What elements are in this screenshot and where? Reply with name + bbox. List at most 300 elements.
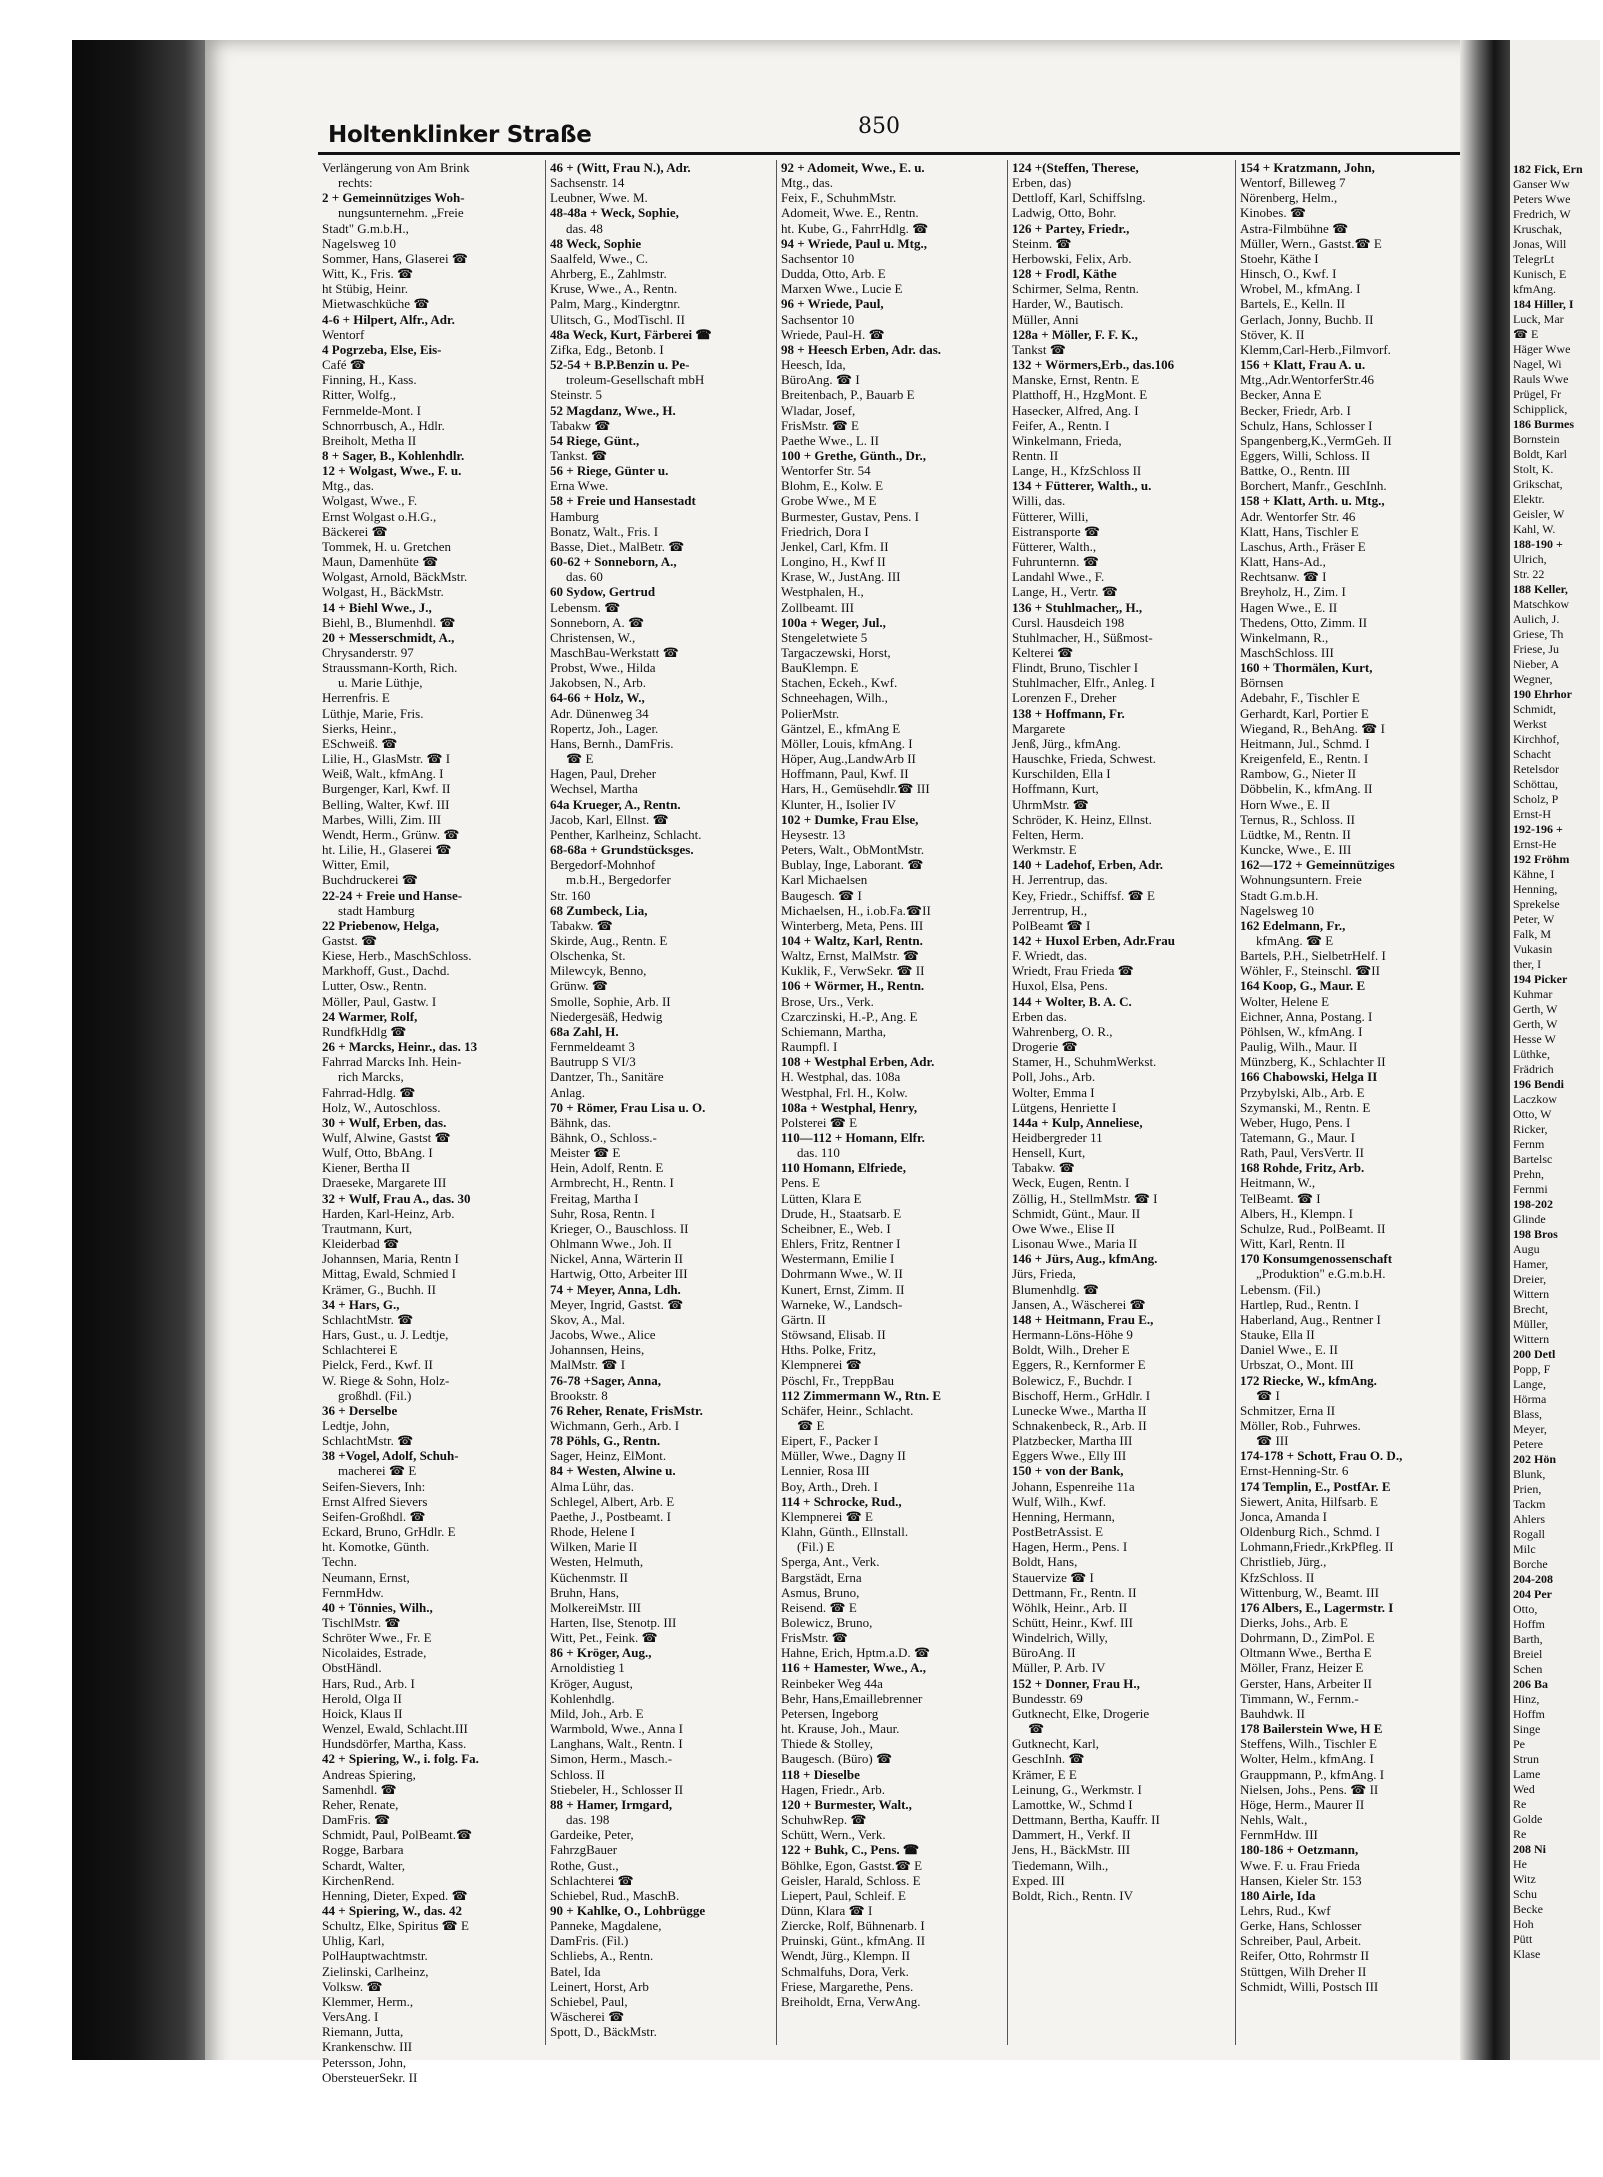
directory-entry: Bublay, Inge, Laborant. ☎: [781, 857, 924, 873]
directory-entry: 48a Weck, Kurt, Färberei ☎: [550, 326, 712, 342]
adjacent-page-entry: Scholz, P: [1513, 792, 1559, 806]
directory-entry: (Fil.) E: [797, 1539, 835, 1555]
adjacent-page-entry: Lange,: [1513, 1377, 1546, 1391]
directory-entry: ☎ I: [1256, 1387, 1280, 1403]
directory-entry: Sachsentor 10: [781, 311, 855, 327]
directory-entry: Mietwaschküche ☎: [322, 296, 430, 312]
directory-entry: Jürs, Frieda,: [1012, 1266, 1076, 1282]
directory-entry: Jonca, Amanda I: [1240, 1508, 1328, 1524]
directory-entry: Sachsentor 10: [781, 250, 855, 266]
directory-entry: Schmitzer, Erna II: [1240, 1402, 1336, 1418]
directory-entry: Mittag, Ewald, Schmied I: [322, 1266, 456, 1282]
directory-entry: Meister ☎ E: [550, 1145, 621, 1161]
directory-entry: 40 + Tönnies, Wilh.,: [322, 1599, 433, 1615]
adjacent-page-entry: ☎ E: [1513, 327, 1539, 341]
directory-entry: Eckard, Bruno, GrHdlr. E: [322, 1524, 456, 1540]
directory-entry: Basse, Diet., MalBetr. ☎: [550, 538, 685, 554]
directory-entry: 102 + Dumke, Frau Else,: [781, 811, 919, 827]
directory-entry: Schulz, Hans, Schlosser I: [1240, 417, 1373, 433]
directory-entry: Bischoff, Herm., GrHdlr. I: [1012, 1387, 1151, 1403]
directory-entry: Gardeike, Peter,: [550, 1827, 634, 1843]
adjacent-page-entry: Wed: [1513, 1782, 1535, 1796]
directory-entry: Gastst. ☎: [322, 932, 378, 948]
directory-entry: Paulig, Wilh., Maur. II: [1240, 1039, 1358, 1055]
directory-entry: ht. Komotke, Günth.: [322, 1539, 430, 1555]
directory-entry: 94 + Wriede, Paul u. Mtg.,: [781, 235, 927, 251]
adjacent-page-entry: Pe: [1513, 1737, 1525, 1751]
directory-entry: Nörenberg, Helm.,: [1240, 190, 1338, 206]
adjacent-page-entry: 196 Bendi: [1513, 1077, 1565, 1091]
directory-entry: Niedergesäß, Hedwig: [550, 1008, 663, 1024]
directory-entry: 106 + Wörmer, H., Rentn.: [781, 978, 925, 994]
directory-entry: Liepert, Paul, Schleif. E: [781, 1887, 906, 1903]
directory-entry: 92 + Adomeit, Wwe., E. u.: [781, 160, 925, 175]
directory-entry: Stachen, Eckeh., Kwf.: [781, 675, 898, 691]
directory-entry: Lebensm. ☎: [550, 599, 621, 615]
directory-entry: 160 + Thormälen, Kurt,: [1240, 660, 1373, 676]
adjacent-page-entry: Str. 22: [1513, 567, 1545, 581]
directory-entry: Wittenburg, W., Beamt. III: [1240, 1584, 1379, 1600]
adjacent-page-entry: Barth,: [1513, 1632, 1543, 1646]
directory-entry: Wendt, Herm., Grünw. ☎: [322, 826, 460, 842]
directory-entry: SchuhwRep. ☎: [781, 1812, 867, 1828]
directory-entry: Raumpfl. I: [781, 1039, 838, 1055]
directory-entry: Batel, Ida: [550, 1963, 601, 1979]
directory-entry: Erben, das): [1012, 175, 1072, 191]
directory-entry: Adr. Dünenweg 34: [550, 705, 649, 721]
directory-entry: Müller, Anni: [1012, 311, 1079, 327]
adjacent-page-entry: 182 Fick, Ern: [1513, 162, 1583, 176]
directory-entry: Krämer, E E: [1012, 1766, 1077, 1782]
directory-entry: Bähnk, das.: [550, 1114, 612, 1130]
directory-entry: Szymanski, M., Rentn. E: [1240, 1099, 1371, 1115]
directory-entry: Rhode, Helene I: [550, 1524, 635, 1540]
adjacent-page-entry: 192-196 +: [1513, 822, 1563, 836]
adjacent-page-entry: Blass,: [1513, 1407, 1543, 1421]
directory-entry: Eichner, Anna, Postang. I: [1240, 1008, 1373, 1024]
adjacent-page-entry: Stolt, K.: [1513, 462, 1554, 476]
directory-entry: RundfkHdlg ☎: [322, 1023, 407, 1039]
directory-entry: Stüttgen, Wilh Dreher II: [1240, 1963, 1367, 1979]
adjacent-page-entry: Prügel, Fr: [1513, 387, 1561, 401]
directory-entry: 178 Bailerstein Wwe, H E: [1240, 1721, 1383, 1737]
adjacent-page-entry: Tackm: [1513, 1497, 1546, 1511]
directory-entry: Reisend. ☎ E: [781, 1599, 857, 1615]
directory-entry: Kiese, Herb., MaschSchloss.: [322, 948, 472, 964]
adjacent-page-entry: Gerth, W: [1513, 1002, 1558, 1016]
directory-entry: 48 Weck, Sophie: [550, 235, 642, 251]
directory-entry: FrisMstr. ☎ E: [781, 417, 859, 433]
directory-entry: 154 + Kratzmann, John,: [1240, 160, 1375, 175]
directory-entry: 56 + Riege, Günter u.: [550, 463, 669, 479]
directory-entry: Palm, Marg., Kindergtnr.: [550, 296, 681, 312]
adjacent-page-entry: Prehn,: [1513, 1167, 1544, 1181]
directory-entry: Chrysanderstr. 97: [322, 645, 414, 660]
directory-entry: 108a + Westphal, Henry,: [781, 1099, 918, 1115]
directory-entry: 54 Riege, Günt.,: [550, 432, 640, 448]
directory-entry: nungsunternehm. „Freie: [338, 205, 464, 221]
directory-entry: Bergedorf-Mohnhof: [550, 857, 656, 873]
directory-entry: Eggers, Willi, Schloss. II: [1240, 447, 1370, 463]
directory-entry: Schmalfuhs, Dora, Verk.: [781, 1963, 909, 1979]
directory-entry: Wulf, Otto, BbAng. I: [322, 1145, 433, 1161]
directory-entry: H. Westphal, das. 108a: [781, 1069, 901, 1085]
directory-entry: Klahn, Günth., Ellnstall.: [781, 1524, 909, 1540]
directory-entry: Brose, Urs., Verk.: [781, 993, 874, 1009]
directory-entry: Lorenzen F., Dreher: [1012, 690, 1117, 706]
adjacent-page-entry: Fernmi: [1513, 1182, 1548, 1196]
directory-entry: Schnakenbeck, R., Arb. II: [1012, 1417, 1147, 1433]
directory-entry: Witter, Emil,: [322, 857, 390, 873]
directory-entry: Winkelmann, R.,: [1240, 629, 1329, 645]
directory-entry: 60-62 + Sonneborn, A.,: [550, 554, 677, 570]
directory-entry: Grünw. ☎: [550, 978, 608, 994]
directory-entry: Lunecke Wwe., Martha II: [1012, 1402, 1147, 1418]
directory-entry: Brookstr. 8: [550, 1387, 608, 1403]
directory-entry: Tabakw ☎: [550, 417, 611, 433]
directory-entry: Marxen Wwe., Lucie E: [781, 281, 903, 297]
directory-entry: 98 + Heesch Erben, Adr. das.: [781, 341, 942, 357]
adjacent-page-entry: Kruschak,: [1513, 222, 1562, 236]
directory-entry: Eggers Wwe., Elly III: [1012, 1448, 1127, 1464]
directory-entry: FahrzgBauer: [550, 1842, 618, 1858]
directory-entry: Olschenka, St.: [550, 948, 626, 964]
directory-entry: Boy, Arth., Dreh. I: [781, 1478, 879, 1494]
directory-entry: Fernmeldeamt 3: [550, 1039, 635, 1055]
directory-entry: Wechsel, Martha: [550, 781, 638, 797]
directory-entry: Wladar, Josef,: [781, 402, 856, 418]
directory-entry: Hermann-Löns-Höhe 9: [1012, 1327, 1133, 1343]
directory-entry: Hagen, Friedr., Arb.: [781, 1781, 885, 1797]
directory-entry: Geisler, Harald, Schloss. E: [781, 1872, 921, 1888]
directory-entry: Münzberg, K., Schlachter II: [1240, 1054, 1386, 1070]
directory-entry: Rath, Paul, VersVertr. II: [1240, 1145, 1364, 1161]
directory-entry: 140 + Ladehof, Erben, Adr.: [1012, 857, 1164, 873]
directory-entry: Ernst Wolgast o.H.G.,: [322, 508, 437, 524]
directory-entry: Kuncke, Wwe., E. III: [1240, 842, 1352, 858]
directory-entry: F. Wriedt, das.: [1012, 948, 1088, 964]
directory-entry: Fütterer, Willi,: [1012, 508, 1089, 524]
directory-entry: Wiegand, R., BehAng. ☎ I: [1240, 720, 1385, 736]
header-rule: [318, 152, 1460, 155]
directory-entry: 162 Edelmann, Fr.,: [1240, 917, 1346, 933]
directory-entry: ☎ E: [797, 1417, 825, 1433]
directory-entry: Herrenfris. E: [322, 690, 390, 706]
adjacent-page-entry: Wittern: [1513, 1287, 1550, 1301]
directory-entry: Saalfeld, Wwe., C.: [550, 250, 648, 266]
directory-entry: 180-186 + Oetzmann,: [1240, 1842, 1359, 1858]
directory-entry: Fahrrad Marcks Inh. Hein-: [322, 1054, 462, 1070]
directory-entry: Arnoldistieg 1: [550, 1660, 625, 1676]
adjacent-page-entry: Becke: [1513, 1902, 1543, 1916]
directory-entry: Pöhlsen, W., kfmAng. I: [1240, 1023, 1363, 1039]
directory-entry: Bargstädt, Erna: [781, 1569, 862, 1585]
directory-entry: Wentorfer Str. 54: [781, 463, 871, 479]
directory-entry: Müller, Wern., Gastst.☎ E: [1240, 235, 1382, 251]
directory-entry: Pöschl, Fr., TreppBau: [781, 1372, 895, 1388]
adjacent-page-entry: Fredrich, W: [1513, 207, 1571, 221]
directory-entry: Lilie, H., GlasMstr. ☎ I: [322, 751, 451, 767]
directory-entry: Jerrentrup, H.,: [1012, 902, 1088, 918]
directory-entry: 76 Reher, Renate, FrisMstr.: [550, 1402, 703, 1418]
directory-entry: Hars, H., Gemüsehdlr.☎ III: [781, 781, 930, 797]
adjacent-page-entry: Fernm: [1513, 1137, 1545, 1151]
directory-entry: TischlMstr. ☎: [322, 1615, 401, 1630]
directory-entry: Lange, H., Vertr. ☎: [1012, 584, 1118, 600]
directory-entry: Lebensm. (Fil.): [1240, 1281, 1321, 1297]
directory-entry: Volksw. ☎: [322, 1978, 383, 1994]
directory-entry: FrisMstr. ☎: [781, 1630, 848, 1646]
directory-entry: Riemann, Jutta,: [322, 2024, 404, 2040]
directory-entry: Bundesstr. 69: [1012, 1690, 1083, 1706]
directory-entry: Lüdtke, M., Rentn. II: [1240, 826, 1351, 842]
adjacent-page-entry: Hoffm: [1513, 1617, 1545, 1631]
directory-entry: 14 + Biehl Wwe., J.,: [322, 599, 432, 615]
directory-entry: Henning, Dieter, Exped. ☎: [322, 1887, 468, 1903]
directory-entry: Blohm, E., Kolw. E: [781, 478, 884, 494]
directory-entry: Tankst ☎: [1012, 341, 1066, 357]
directory-entry: Hundsdörfer, Martha, Kass.: [322, 1736, 467, 1752]
directory-entry: Wriedt, Frau Frieda ☎: [1012, 963, 1134, 979]
directory-entry: Probst, Wwe., Hilda: [550, 660, 656, 676]
directory-entry: Friese, Margarethe, Pens.: [781, 1978, 914, 1994]
adjacent-page-entry: Friese, Ju: [1513, 642, 1559, 656]
directory-entry: 100 + Grethe, Günth., Dr.,: [781, 447, 926, 463]
directory-entry: Mtg., das.: [322, 478, 374, 494]
directory-entry: Spott, D., BäckMstr.: [550, 2024, 657, 2040]
directory-entry: Rothe, Gust.,: [550, 1857, 619, 1873]
directory-entry: Harder, W., Bautisch.: [1012, 296, 1124, 312]
directory-entry: ObstHändl.: [322, 1660, 382, 1676]
directory-entry: Schnorrbusch, A., Hdlr.: [322, 417, 445, 433]
directory-entry: Boldt, Wilh., Dreher E: [1012, 1342, 1130, 1358]
directory-entry: Rambow, G., Nieter II: [1240, 766, 1357, 782]
directory-entry: Stiebeler, H., Schlosser II: [550, 1781, 684, 1797]
directory-entry: Sonneborn, A. ☎: [550, 614, 645, 630]
directory-entry: Reher, Renate,: [322, 1796, 399, 1812]
directory-entry: Skirde, Aug., Rentn. E: [550, 932, 668, 948]
directory-entry: Nickel, Anna, Wärterin II: [550, 1251, 683, 1267]
directory-entry: Stoehr, Käthe I: [1240, 250, 1319, 266]
directory-entry: Gäntzel, E., kfmAng E: [781, 720, 901, 736]
adjacent-page-entry: Brecht,: [1513, 1302, 1548, 1316]
adjacent-page-entry: Retelsdor: [1513, 762, 1559, 776]
adjacent-page-entry: Kähne, I: [1513, 867, 1555, 881]
directory-entry: Samenhdl. ☎: [322, 1781, 397, 1797]
directory-entry: Weber, Hugo, Pens. I: [1240, 1114, 1351, 1130]
directory-entry: H. Jerrentrup, das.: [1012, 872, 1108, 888]
directory-entry: 88 + Hamer, Irmgard,: [550, 1796, 673, 1812]
directory-entry: Wolter, Emma I: [1012, 1084, 1095, 1100]
directory-entry: 42 + Spiering, W., i. folg. Fa.: [322, 1751, 479, 1767]
directory-entry: Nielsen, Johs., Pens. ☎ II: [1240, 1781, 1379, 1797]
directory-entry: Oltmann Wwe., Bertha E: [1240, 1645, 1372, 1661]
adjacent-page-entry: Lüthke,: [1513, 1047, 1550, 1061]
adjacent-page-entry: Hoffm: [1513, 1707, 1545, 1721]
directory-entry: Schardt, Walter,: [322, 1857, 406, 1873]
directory-entry: Wäscherei ☎: [550, 2009, 625, 2025]
adjacent-page-entry: Boldt, Karl: [1513, 447, 1567, 461]
directory-entry: Heidbergreder 11: [1012, 1130, 1103, 1145]
directory-entry: Breitenbach, P., Bauarb E: [781, 387, 915, 403]
directory-entry: 116 + Hamester, Wwe., A.,: [781, 1660, 926, 1676]
adjacent-page-entry: Schipplick,: [1513, 402, 1568, 416]
adjacent-page-entry: Singe: [1513, 1722, 1541, 1736]
directory-entry: 20 + Messerschmidt, A.,: [322, 629, 455, 645]
directory-entry: Weiß, Walt., kfmAng. I: [322, 766, 444, 782]
directory-entry: Müller, Wwe., Dagny II: [781, 1448, 906, 1464]
adjacent-page-entry: Klase: [1513, 1947, 1541, 1961]
directory-entry: 104 + Waltz, Karl, Rentn.: [781, 932, 923, 948]
directory-entry: Dünn, Klara ☎ I: [781, 1902, 873, 1918]
adjacent-page-entry: 202 Hön: [1513, 1452, 1557, 1466]
directory-entry: Kunert, Ernst, Zimm. II: [781, 1281, 905, 1297]
directory-entry: Nagelsweg 10: [1240, 902, 1315, 918]
directory-entry: Witt, Pet., Feink. ☎: [550, 1630, 658, 1646]
directory-entry: Stadt G.m.b.H.: [1240, 887, 1319, 903]
directory-entry: Stöver, K. II: [1240, 326, 1305, 342]
adjacent-page-entry: Kirchhof,: [1513, 732, 1560, 746]
directory-entry: das. 60: [566, 569, 603, 585]
directory-entry: Paethe, J., Postbeamt. I: [550, 1508, 671, 1524]
directory-entry: SchlachtMstr. ☎: [322, 1311, 414, 1327]
directory-entry: 122 + Buhk, C., Pens. ☎: [781, 1842, 920, 1858]
directory-entry: Hars, Rud., Arb. I: [322, 1675, 415, 1691]
directory-entry: Wolgast, Wwe., F.: [322, 493, 418, 509]
directory-entry: Dettloff, Karl, Schiffslng.: [1012, 190, 1146, 206]
directory-entry: FernmHdw. III: [1240, 1827, 1318, 1843]
directory-entry: Dohrmann Wwe., W. II: [781, 1266, 903, 1282]
directory-entry: Lohmann,Friedr.,KrkPfleg. II: [1240, 1539, 1394, 1555]
directory-entry: Witt, K., Fris. ☎: [322, 266, 414, 282]
directory-column-1: [322, 160, 540, 2085]
directory-entry: 124 +(Steffen, Therese,: [1012, 160, 1139, 175]
directory-entry: Langhans, Walt., Rentn. I: [550, 1736, 683, 1752]
directory-entry: Herold, Olga II: [322, 1690, 402, 1706]
directory-entry: Harten, Ilse, Stenotp. III: [550, 1615, 677, 1630]
directory-entry: 74 + Meyer, Anna, Ldh.: [550, 1281, 681, 1297]
directory-entry: Maun, Damenhüte ☎: [322, 554, 439, 570]
directory-entry: Westphalen, H.,: [781, 584, 864, 600]
directory-entry: Café ☎: [322, 357, 366, 373]
adjacent-page-entry: Augu: [1513, 1242, 1540, 1256]
directory-entry: Horn Wwe., E. II: [1240, 796, 1331, 812]
directory-entry: Witt, Karl, Rentn. II: [1240, 1236, 1345, 1252]
adjacent-page-entry: Meyer,: [1513, 1422, 1547, 1436]
directory-entry: Gutknecht, Karl,: [1012, 1736, 1100, 1752]
directory-entry: Marbes, Willi, Zim. III: [322, 811, 442, 827]
column-divider: [545, 160, 546, 2045]
directory-entry: Wöhler, F., Steinschl. ☎II: [1240, 963, 1380, 979]
directory-entry: Wahrenberg, O. R.,: [1012, 1023, 1113, 1039]
page-number: 850: [858, 114, 900, 139]
directory-entry: Astra-Filmbühne ☎: [1240, 220, 1349, 236]
directory-entry: Möller, Paul, Gastw. I: [322, 993, 437, 1009]
adjacent-page-entry: 198 Bros: [1513, 1227, 1558, 1241]
directory-entry: Döbbelin, K., kfmAng. II: [1240, 781, 1373, 797]
directory-entry: PolBeamt ☎ I: [1012, 917, 1091, 933]
directory-entry: Schütt, Heinr., Kwf. III: [1012, 1615, 1133, 1630]
directory-entry: Zöllig, H., StellmMstr. ☎ I: [1012, 1190, 1158, 1206]
directory-entry: Andreas Spiering,: [322, 1766, 416, 1782]
directory-entry: Schiemann, Martha,: [781, 1023, 887, 1039]
adjacent-page-entry: 188 Keller,: [1513, 582, 1568, 596]
adjacent-page-entry: Bornstein: [1513, 432, 1560, 446]
adjacent-page-entry: TelegrLt: [1513, 252, 1555, 266]
directory-entry: Bartels, E., Kelln. II: [1240, 296, 1346, 312]
directory-entry: Panneke, Magdalene,: [550, 1918, 662, 1934]
directory-entry: Werkmstr. E: [1012, 842, 1077, 858]
directory-entry: rich Marcks,: [338, 1069, 404, 1085]
adjacent-page-entry: Kuhmar: [1513, 987, 1553, 1001]
directory-entry: Grobe Wwe., M E: [781, 493, 877, 509]
directory-entry: 32 + Wulf, Frau A., das. 30: [322, 1190, 471, 1206]
directory-entry: Behr, Hans,Emaillebrenner: [781, 1690, 923, 1706]
adjacent-page-entry: 200 Detl: [1513, 1347, 1556, 1361]
directory-entry: Reifer, Otto, Rohrmstr II: [1240, 1948, 1370, 1964]
directory-entry: Heysestr. 13: [781, 826, 846, 842]
directory-entry: Przybylski, Alb., Arb. E: [1240, 1084, 1365, 1100]
directory-entry: 84 + Westen, Alwine u.: [550, 1463, 676, 1479]
adjacent-page-entry: Otto, W: [1513, 1107, 1552, 1121]
directory-entry: macherei ☎ E: [338, 1463, 417, 1479]
adjacent-page-entry: Elektr.: [1513, 492, 1545, 506]
directory-entry: Ernst-Henning-Str. 6: [1240, 1463, 1349, 1479]
directory-entry: Leinert, Horst, Arb: [550, 1978, 649, 1994]
directory-entry: MolkereiMstr. III: [550, 1599, 641, 1615]
directory-entry: Wilken, Marie II: [550, 1539, 638, 1555]
adjacent-page-entry: Schacht: [1513, 747, 1551, 761]
directory-entry: Hauschke, Frieda, Schwest.: [1012, 751, 1157, 767]
directory-entry: 144 + Wolter, B. A. C.: [1012, 993, 1132, 1009]
directory-entry: Burgenger, Karl, Kwf. II: [322, 781, 451, 797]
directory-entry: „Produktion" e.G.m.b.H.: [1256, 1266, 1386, 1282]
directory-entry: Möller, Louis, kfmAng. I: [781, 735, 913, 751]
directory-entry: 100a + Weger, Jul.,: [781, 614, 886, 630]
directory-entry: Steinm. ☎: [1012, 235, 1072, 251]
directory-entry: Alma Lühr, das.: [550, 1478, 634, 1494]
directory-entry: TelBeamt. ☎ I: [1240, 1190, 1321, 1206]
scan-bottom-margin: [72, 2060, 1600, 2177]
directory-entry: Schlachterei ☎: [550, 1872, 634, 1888]
directory-entry: Landahl Wwe., F.: [1012, 569, 1105, 585]
directory-entry: rechts:: [338, 175, 373, 191]
directory-entry: Tatemann, G., Maur. I: [1240, 1130, 1355, 1145]
directory-entry: Kruse, Wwe., A., Rentn.: [550, 281, 678, 297]
directory-entry: 78 Pöhls, G., Rentn.: [550, 1433, 661, 1449]
directory-entry: Rechtsanw. ☎ I: [1240, 569, 1327, 585]
column-divider: [1007, 160, 1008, 2045]
directory-entry: DamFris. ☎: [322, 1812, 391, 1828]
directory-entry: Hagen, Paul, Dreher: [550, 766, 657, 782]
directory-entry: Klempnerei ☎ E: [781, 1508, 873, 1524]
directory-entry: 152 + Donner, Frau H.,: [1012, 1675, 1140, 1691]
directory-entry: Weck, Eugen, Rentn. I: [1012, 1175, 1130, 1191]
adjacent-page-entry: Ganser Ww: [1513, 177, 1570, 191]
directory-entry: Ritter, Wolfg.,: [322, 387, 397, 403]
directory-entry: 34 + Hars, G.,: [322, 1296, 400, 1312]
directory-entry: 176 Albers, E., Lagermstr. I: [1240, 1599, 1394, 1615]
adjacent-page-entry: Jonas, Will: [1513, 237, 1567, 251]
directory-entry: 46 + (Witt, Frau N.), Adr.: [550, 160, 691, 175]
directory-entry: Bähnk, O., Schloss.-: [550, 1130, 657, 1145]
directory-entry: 132 + Wörmers,Erb., das.106: [1012, 357, 1175, 373]
directory-entry: Lennier, Rosa III: [781, 1463, 870, 1479]
directory-entry: Kelterei ☎: [1012, 645, 1074, 660]
directory-entry: 96 + Wriede, Paul,: [781, 296, 884, 312]
directory-entry: Klemm,Carl-Herb.,Filmvorf.: [1240, 341, 1391, 357]
adjacent-page-entry: Schen: [1513, 1662, 1543, 1676]
